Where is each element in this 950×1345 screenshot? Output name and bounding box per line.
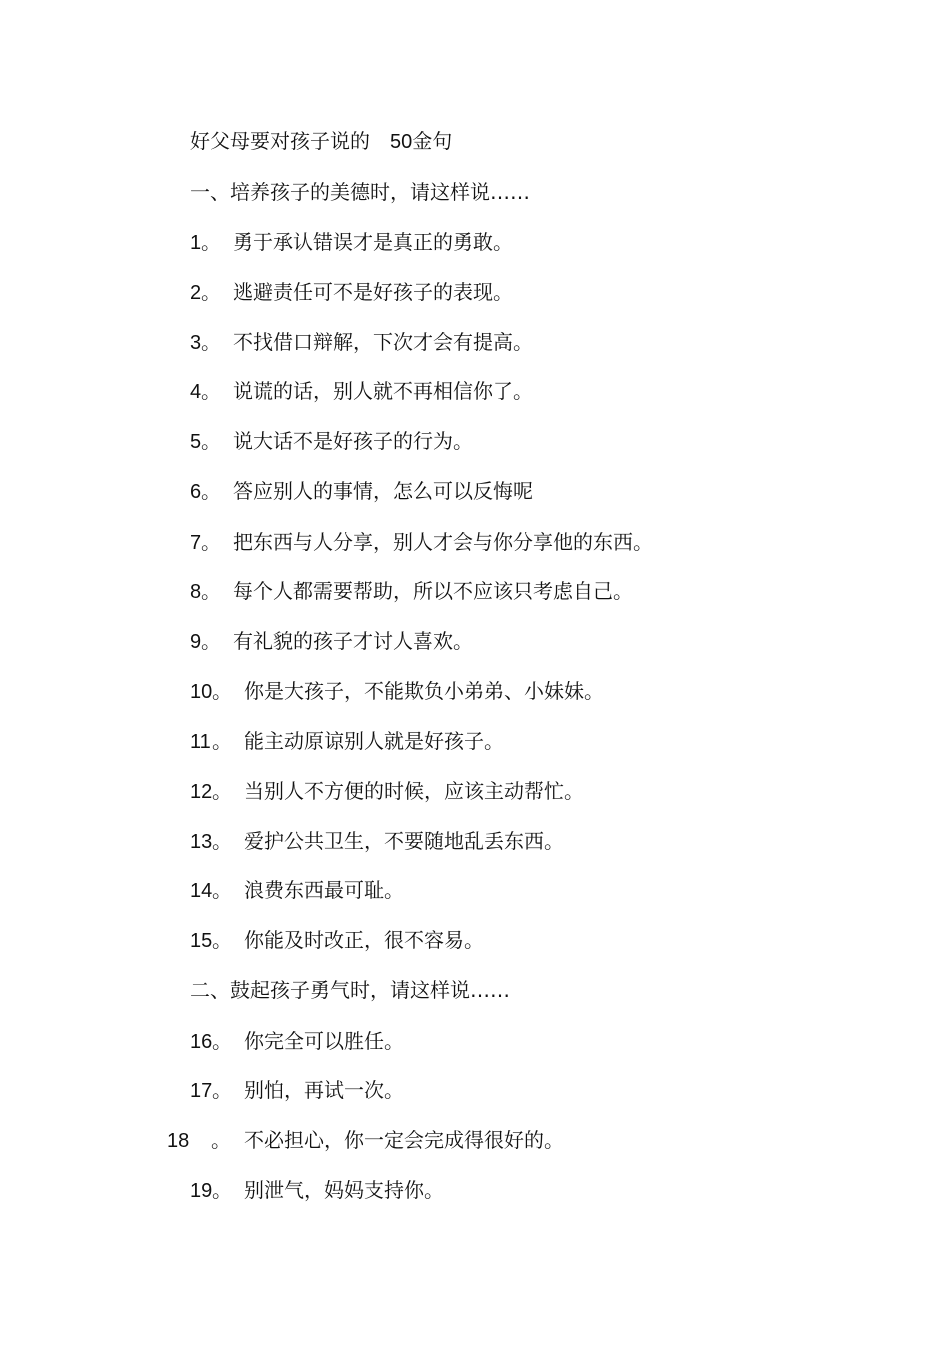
item-text: 每个人都需要帮助，所以不应该只考虑自己。 — [233, 579, 633, 603]
item-number: 18 — [167, 1130, 190, 1152]
list-item: 2。 逃避责任可不是好孩子的表现。 — [190, 280, 513, 304]
item-text: 能主动原谅别人就是好孩子。 — [244, 729, 504, 753]
list-item: 18 。 不必担心，你一定会完成得很好的。 — [167, 1128, 564, 1152]
item-text: 逃避责任可不是好孩子的表现。 — [233, 280, 513, 304]
list-item: 10。 你是大孩子，不能欺负小弟弟、小妹妹。 — [190, 679, 604, 703]
item-text: 你能及时改正，很不容易。 — [244, 928, 484, 952]
title-number: 50 — [390, 131, 413, 153]
item-number: 16 — [190, 1031, 213, 1053]
list-item: 19。 别泄气，妈妈支持你。 — [190, 1178, 444, 1202]
list-item: 15。 你能及时改正，很不容易。 — [190, 928, 484, 952]
item-text: 别泄气，妈妈支持你。 — [244, 1178, 444, 1202]
item-text: 不必担心，你一定会完成得很好的。 — [244, 1128, 564, 1152]
list-item: 14。 浪费东西最可耻。 — [190, 878, 404, 902]
list-item: 9。 有礼貌的孩子才讨人喜欢。 — [190, 629, 473, 653]
list-item: 7。 把东西与人分享，别人才会与你分享他的东西。 — [190, 530, 653, 554]
item-text: 浪费东西最可耻。 — [244, 878, 404, 902]
item-number: 11 — [190, 731, 211, 753]
item-text: 勇于承认错误才是真正的勇敢。 — [233, 230, 513, 254]
item-number: 2 — [190, 282, 202, 304]
item-number: 10 — [190, 681, 213, 703]
item-number: 6 — [190, 481, 202, 503]
item-text: 说谎的话，别人就不再相信你了。 — [233, 379, 533, 403]
list-item: 1。 勇于承认错误才是真正的勇敢。 — [190, 230, 513, 254]
list-item: 5。 说大话不是好孩子的行为。 — [190, 429, 473, 453]
item-number: 9 — [190, 631, 202, 653]
item-text: 不找借口辩解，下次才会有提高。 — [233, 330, 533, 354]
list-item: 4。 说谎的话，别人就不再相信你了。 — [190, 379, 533, 403]
item-number: 19 — [190, 1180, 213, 1202]
item-text: 爱护公共卫生，不要随地乱丢东西。 — [244, 829, 564, 853]
item-number: 13 — [190, 831, 213, 853]
section-heading: 二、鼓起孩子勇气时，请这样说…… — [190, 978, 510, 1002]
list-item: 6。 答应别人的事情，怎么可以反悔呢 — [190, 479, 533, 503]
item-number: 17 — [190, 1080, 213, 1102]
item-text: 说大话不是好孩子的行为。 — [233, 429, 473, 453]
list-item: 13。 爱护公共卫生，不要随地乱丢东西。 — [190, 829, 564, 853]
list-item: 17。 别怕，再试一次。 — [190, 1078, 404, 1102]
list-item: 16。 你完全可以胜任。 — [190, 1029, 404, 1053]
item-text: 别怕，再试一次。 — [244, 1078, 404, 1102]
item-number: 8 — [190, 581, 202, 603]
list-item: 3。 不找借口辩解，下次才会有提高。 — [190, 330, 533, 354]
item-number: 4 — [190, 381, 202, 403]
document-title — [190, 128, 452, 155]
list-item: 12。 当别人不方便的时候，应该主动帮忙。 — [190, 779, 584, 803]
item-number: 5 — [190, 431, 202, 453]
list-item: 11。 能主动原谅别人就是好孩子。 — [190, 729, 504, 753]
item-number: 1 — [190, 232, 202, 254]
item-number: 7 — [190, 532, 202, 554]
item-number: 14 — [190, 880, 213, 902]
item-number: 15 — [190, 930, 213, 952]
item-text: 有礼貌的孩子才讨人喜欢。 — [233, 629, 473, 653]
title-suffix: 金句 — [412, 129, 453, 153]
item-text: 当别人不方便的时候，应该主动帮忙。 — [244, 779, 584, 803]
list-item: 8。 每个人都需要帮助，所以不应该只考虑自己。 — [190, 579, 633, 603]
item-text: 把东西与人分享，别人才会与你分享他的东西。 — [233, 530, 653, 554]
item-text: 答应别人的事情，怎么可以反悔呢 — [233, 479, 533, 503]
item-text: 你是大孩子，不能欺负小弟弟、小妹妹。 — [244, 679, 604, 703]
item-number: 12 — [190, 781, 213, 803]
item-number: 3 — [190, 332, 202, 354]
section-heading: 一、培养孩子的美德时，请这样说…… — [190, 180, 530, 204]
title-text: 好父母要对孩子说的 — [190, 129, 370, 153]
item-text: 你完全可以胜任。 — [244, 1029, 404, 1053]
